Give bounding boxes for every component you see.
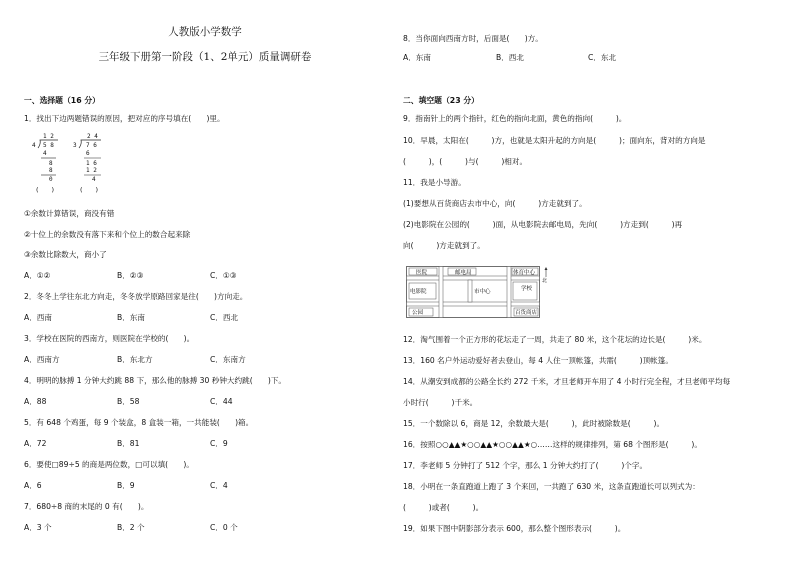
calc1-step1: 4 <box>43 150 47 157</box>
question-19: 19．如果下图中阴影部分表示 600，那么整个图形表示( )。 <box>403 524 626 533</box>
question-10-line1: 10．早晨，太阳在( )方，也就是太阳升起的方向是( )；面向东，背对的方向是 <box>403 136 706 145</box>
calc2-dividend: 7 6 <box>86 142 97 149</box>
reason-1: ①余数计算错误，商没有错 <box>24 209 115 218</box>
question-4: 4．明明的脉搏 1 分钟大约跳 88 下，那么他的脉搏 30 秒钟大约跳( )下。 <box>24 376 287 385</box>
calc1-quotient: 1 2 <box>43 133 54 140</box>
question-14-line1: 14．从潮安到成都的公路全长约 272 千米，才旦老师开车用了 4 小时行完全程，才旦老师平均每 <box>403 377 731 386</box>
q5-option-a[interactable]: A．72 <box>24 439 47 448</box>
question-6: 6．要使□89÷5 的商是两位数，□可以填( )。 <box>24 460 194 469</box>
answer-paren-2[interactable]: ( ) <box>80 186 99 194</box>
question-8: 8．当你面向西南方时，后面是( )方。 <box>403 34 543 43</box>
calc2-step1: 6 <box>86 150 90 157</box>
calc1-step2: 8 <box>49 160 53 167</box>
calc2-divisor: 3 <box>73 142 77 149</box>
calc2-line1 <box>84 157 102 159</box>
q8-option-b[interactable]: B．西北 <box>496 53 524 62</box>
question-10-line2: ( )，( )与( )相对。 <box>403 157 528 166</box>
q1-option-c[interactable]: C．①③ <box>210 271 237 280</box>
calc2-step2: 1 6 <box>86 160 97 167</box>
q3-option-c[interactable]: C．东南方 <box>210 355 246 364</box>
question-18-line2: ( )或者( )。 <box>403 503 484 512</box>
map-label-city-center: 市中心 <box>474 289 491 295</box>
q3-option-b[interactable]: B．东北方 <box>117 355 153 364</box>
q7-option-c[interactable]: C．0 个 <box>210 523 238 532</box>
calc1-dividend: 5 8 <box>43 142 54 149</box>
q7-option-b[interactable]: B．2 个 <box>117 523 145 532</box>
question-18-line1: 18．小明在一条直跑道上跑了 3 个来回，一共跑了 630 米，这条直跑道长可以列式为： <box>403 482 700 491</box>
question-14-line2: 小时行( )千米。 <box>403 398 478 407</box>
q8-option-a[interactable]: A．东南 <box>403 53 431 62</box>
exam-title: 人教版小学数学 <box>168 26 242 38</box>
section-fill-heading: 二、填空题（23 分） <box>403 96 479 105</box>
q6-option-c[interactable]: C．4 <box>210 481 228 490</box>
calc1-divisor: 4 <box>32 142 36 149</box>
q6-option-a[interactable]: A．6 <box>24 481 42 490</box>
map-label-post-office: 邮电局 <box>455 270 472 276</box>
q1-option-b[interactable]: B．②③ <box>117 271 144 280</box>
calc1-step4: 0 <box>49 176 53 183</box>
q8-option-c[interactable]: C．东北 <box>588 53 617 62</box>
map-label-park: 公园 <box>412 310 424 316</box>
map-label-north: 北 <box>542 278 548 284</box>
question-11: 11．我是小导游。 <box>403 178 466 187</box>
reason-3: ③余数比除数大，商小了 <box>24 250 107 259</box>
calc1-step3: 8 <box>49 167 53 174</box>
map-label-cinema: 电影院 <box>410 289 427 295</box>
exam-subtitle: 三年级下册第一阶段（1、2单元）质量调研卷 <box>98 51 312 63</box>
question-7: 7．680÷8 商的末尾的 0 有( )。 <box>24 502 149 511</box>
calc2-step4: 4 <box>92 176 96 183</box>
q4-option-a[interactable]: A．88 <box>24 397 47 406</box>
q4-option-b[interactable]: B．58 <box>117 397 140 406</box>
q6-option-b[interactable]: B．9 <box>117 481 135 490</box>
question-1: 1．找出下边两题错误的原因，把对应的序号填在( )里。 <box>24 114 225 123</box>
q2-option-b[interactable]: B．东南 <box>117 313 145 322</box>
question-3: 3．学校在医院的西南方，则医院在学校的( )。 <box>24 334 195 343</box>
answer-paren-1[interactable]: ( ) <box>36 186 55 194</box>
question-16: 16．按照○○▲▲★○○▲▲★○○▲▲★○……这样的规律排列，第 68 个图形是( )。 <box>403 440 702 449</box>
long-division-1 <box>32 133 62 185</box>
question-2: 2．冬冬上学往东北方向走，冬冬放学原路回家是往( )方向走。 <box>24 292 248 301</box>
long-division-2 <box>73 133 107 185</box>
q5-option-c[interactable]: C．9 <box>210 439 228 448</box>
map-label-store: 百货商店 <box>515 310 538 316</box>
q2-option-a[interactable]: A．西南 <box>24 313 52 322</box>
map-label-school: 学校 <box>521 286 533 292</box>
q2-option-c[interactable]: C．西北 <box>210 313 239 322</box>
map-label-hospital: 医院 <box>416 270 428 276</box>
reason-2: ②十位上的余数没有落下来和个位上的数合起来除 <box>24 230 191 239</box>
question-15: 15．一个数除以 6，商是 12，余数最大是( )，此时被除数是( )。 <box>403 419 665 428</box>
question-11-part2-line1: (2)电影院在公园的( )面，从电影院去邮电局，先向( )方走到( )再 <box>403 220 683 229</box>
question-11-part2-line2: 向( )方走就到了。 <box>403 241 485 250</box>
q7-option-a[interactable]: A．3 个 <box>24 523 52 532</box>
question-12: 12．淘气围着一个正方形的花坛走了一周，共走了 80 米，这个花坛的边长是( )米。 <box>403 335 707 344</box>
q3-option-a[interactable]: A．西南方 <box>24 355 60 364</box>
north-arrow-icon <box>545 267 548 277</box>
question-13: 13．160 名户外运动爱好者去登山，每 4 人住一顶帐篷，共需( )顶帐篷。 <box>403 356 673 365</box>
q1-option-a[interactable]: A．①② <box>24 271 51 280</box>
question-17: 17．李老师 5 分钟打了 512 个字，那么 1 分钟大约打了( )个字。 <box>403 461 648 470</box>
calc2-quotient: 2 4 <box>87 133 98 140</box>
calc1-line1 <box>41 157 57 159</box>
question-9: 9．指南针上的两个指针，红色的指向北面，黄色的指向( )。 <box>403 114 627 123</box>
town-map <box>406 266 552 318</box>
question-11-part1: (1)要想从百货商店去市中心，向( )方走就到了。 <box>403 199 587 208</box>
question-5: 5．有 648 个鸡蛋，每 9 个装盒，8 盒装一箱，一共能装( )箱。 <box>24 418 254 427</box>
q5-option-b[interactable]: B．81 <box>117 439 140 448</box>
section-choice-heading: 一、选择题（16 分） <box>24 96 100 105</box>
map-label-gym: 体育中心 <box>513 270 536 276</box>
q4-option-c[interactable]: C．44 <box>210 397 233 406</box>
calc2-step3: 1 2 <box>86 167 97 174</box>
